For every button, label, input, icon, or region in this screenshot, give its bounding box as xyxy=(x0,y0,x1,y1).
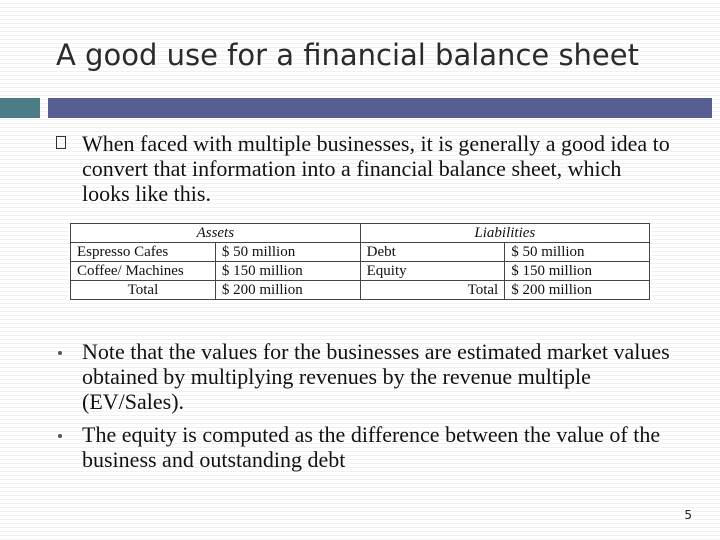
asset-value: $ 50 million xyxy=(215,243,360,262)
page-number: 5 xyxy=(684,508,692,522)
assets-header: Assets xyxy=(71,224,361,243)
table-row xyxy=(71,243,650,262)
dot-bullet-icon xyxy=(58,351,62,355)
dot-bullet-icon xyxy=(58,434,62,438)
accent-square xyxy=(0,98,40,118)
asset-label: Coffee/ Machines xyxy=(71,262,216,281)
table-row xyxy=(71,262,650,281)
bullet-note-text: Note that the values for the businesses are estimated market values obtained by multiplying revenues by the revenue multiple (EV/Sales). xyxy=(82,339,670,414)
liability-label: Equity xyxy=(360,262,505,281)
asset-value: $ 150 million xyxy=(215,262,360,281)
liabilities-header: Liabilities xyxy=(360,224,649,243)
bullet-intro xyxy=(82,131,672,206)
asset-total-label: Total xyxy=(71,281,216,300)
accent-bar xyxy=(48,98,712,118)
asset-total-value: $ 200 million xyxy=(215,281,360,300)
liability-total-value: $ 200 million xyxy=(505,281,650,300)
bullet-equity xyxy=(82,422,672,472)
asset-label: Espresso Cafes xyxy=(71,243,216,262)
bullet-note xyxy=(82,339,672,414)
balance-sheet-table xyxy=(70,223,650,299)
square-bullet-icon xyxy=(56,136,66,149)
bullet-intro-text: When faced with multiple businesses, it is generally a good idea to convert that information into a financial balance sheet, which looks like this. xyxy=(82,131,670,206)
liability-label: Debt xyxy=(360,243,505,262)
liability-value: $ 150 million xyxy=(505,262,650,281)
liability-total-label: Total xyxy=(360,281,505,300)
slide-title: A good use for a financial balance sheet xyxy=(56,38,639,72)
table-row xyxy=(71,281,650,300)
bullet-equity-text: The equity is computed as the difference between the value of the business and outstanding debt xyxy=(82,422,661,472)
liability-value: $ 50 million xyxy=(505,243,650,262)
